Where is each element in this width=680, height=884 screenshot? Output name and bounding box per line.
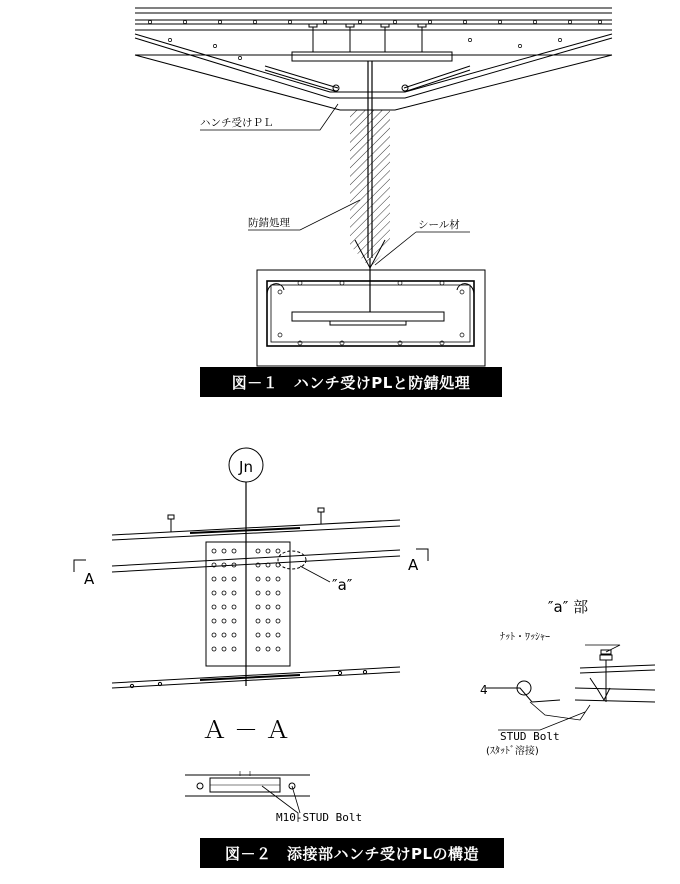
- section-mark-left: A: [84, 570, 95, 588]
- label-sealant: シール材: [418, 219, 460, 231]
- concrete-block: [257, 270, 485, 366]
- section-mark-right: A: [408, 556, 419, 574]
- deck-slab: [135, 8, 612, 110]
- weld-size-label: 4: [480, 683, 488, 697]
- label-stud-bolt: STUD Bolt: [500, 730, 560, 743]
- label-m10-stud: M10-STUD Bolt: [276, 811, 363, 824]
- figure2-drawing: [74, 448, 655, 822]
- bottom-flange-fig2: [112, 667, 400, 688]
- figure1-caption: 図－１ ハンチ受けPLと防錆処理: [200, 367, 502, 397]
- stud-bolts: [309, 24, 426, 52]
- detail-title: ″a″ 部: [547, 598, 589, 616]
- joint-marker-label: Jn: [239, 458, 253, 476]
- figure1-drawing: [135, 8, 612, 366]
- section-title: Ａ － Ａ: [202, 716, 290, 744]
- rust-prevention-zone: [350, 110, 390, 268]
- label-haunch-plate: ハンチ受けＰＬ: [200, 117, 274, 129]
- detail-callout-label: ″a″: [332, 576, 353, 594]
- top-flange: [292, 52, 452, 61]
- detail-a-drawing: [486, 645, 655, 730]
- figure2-caption: 図－２ 添接部ハンチ受けPLの構造: [200, 838, 504, 868]
- label-stud-weld: (ｽﾀｯﾄﾞ溶接): [486, 746, 539, 757]
- label-rust-prevention: 防錆処理: [248, 217, 290, 229]
- label-nut-washer: ﾅｯﾄ・ﾜｯｼｬｰ: [500, 632, 550, 643]
- slab-lines-fig2: [112, 508, 400, 572]
